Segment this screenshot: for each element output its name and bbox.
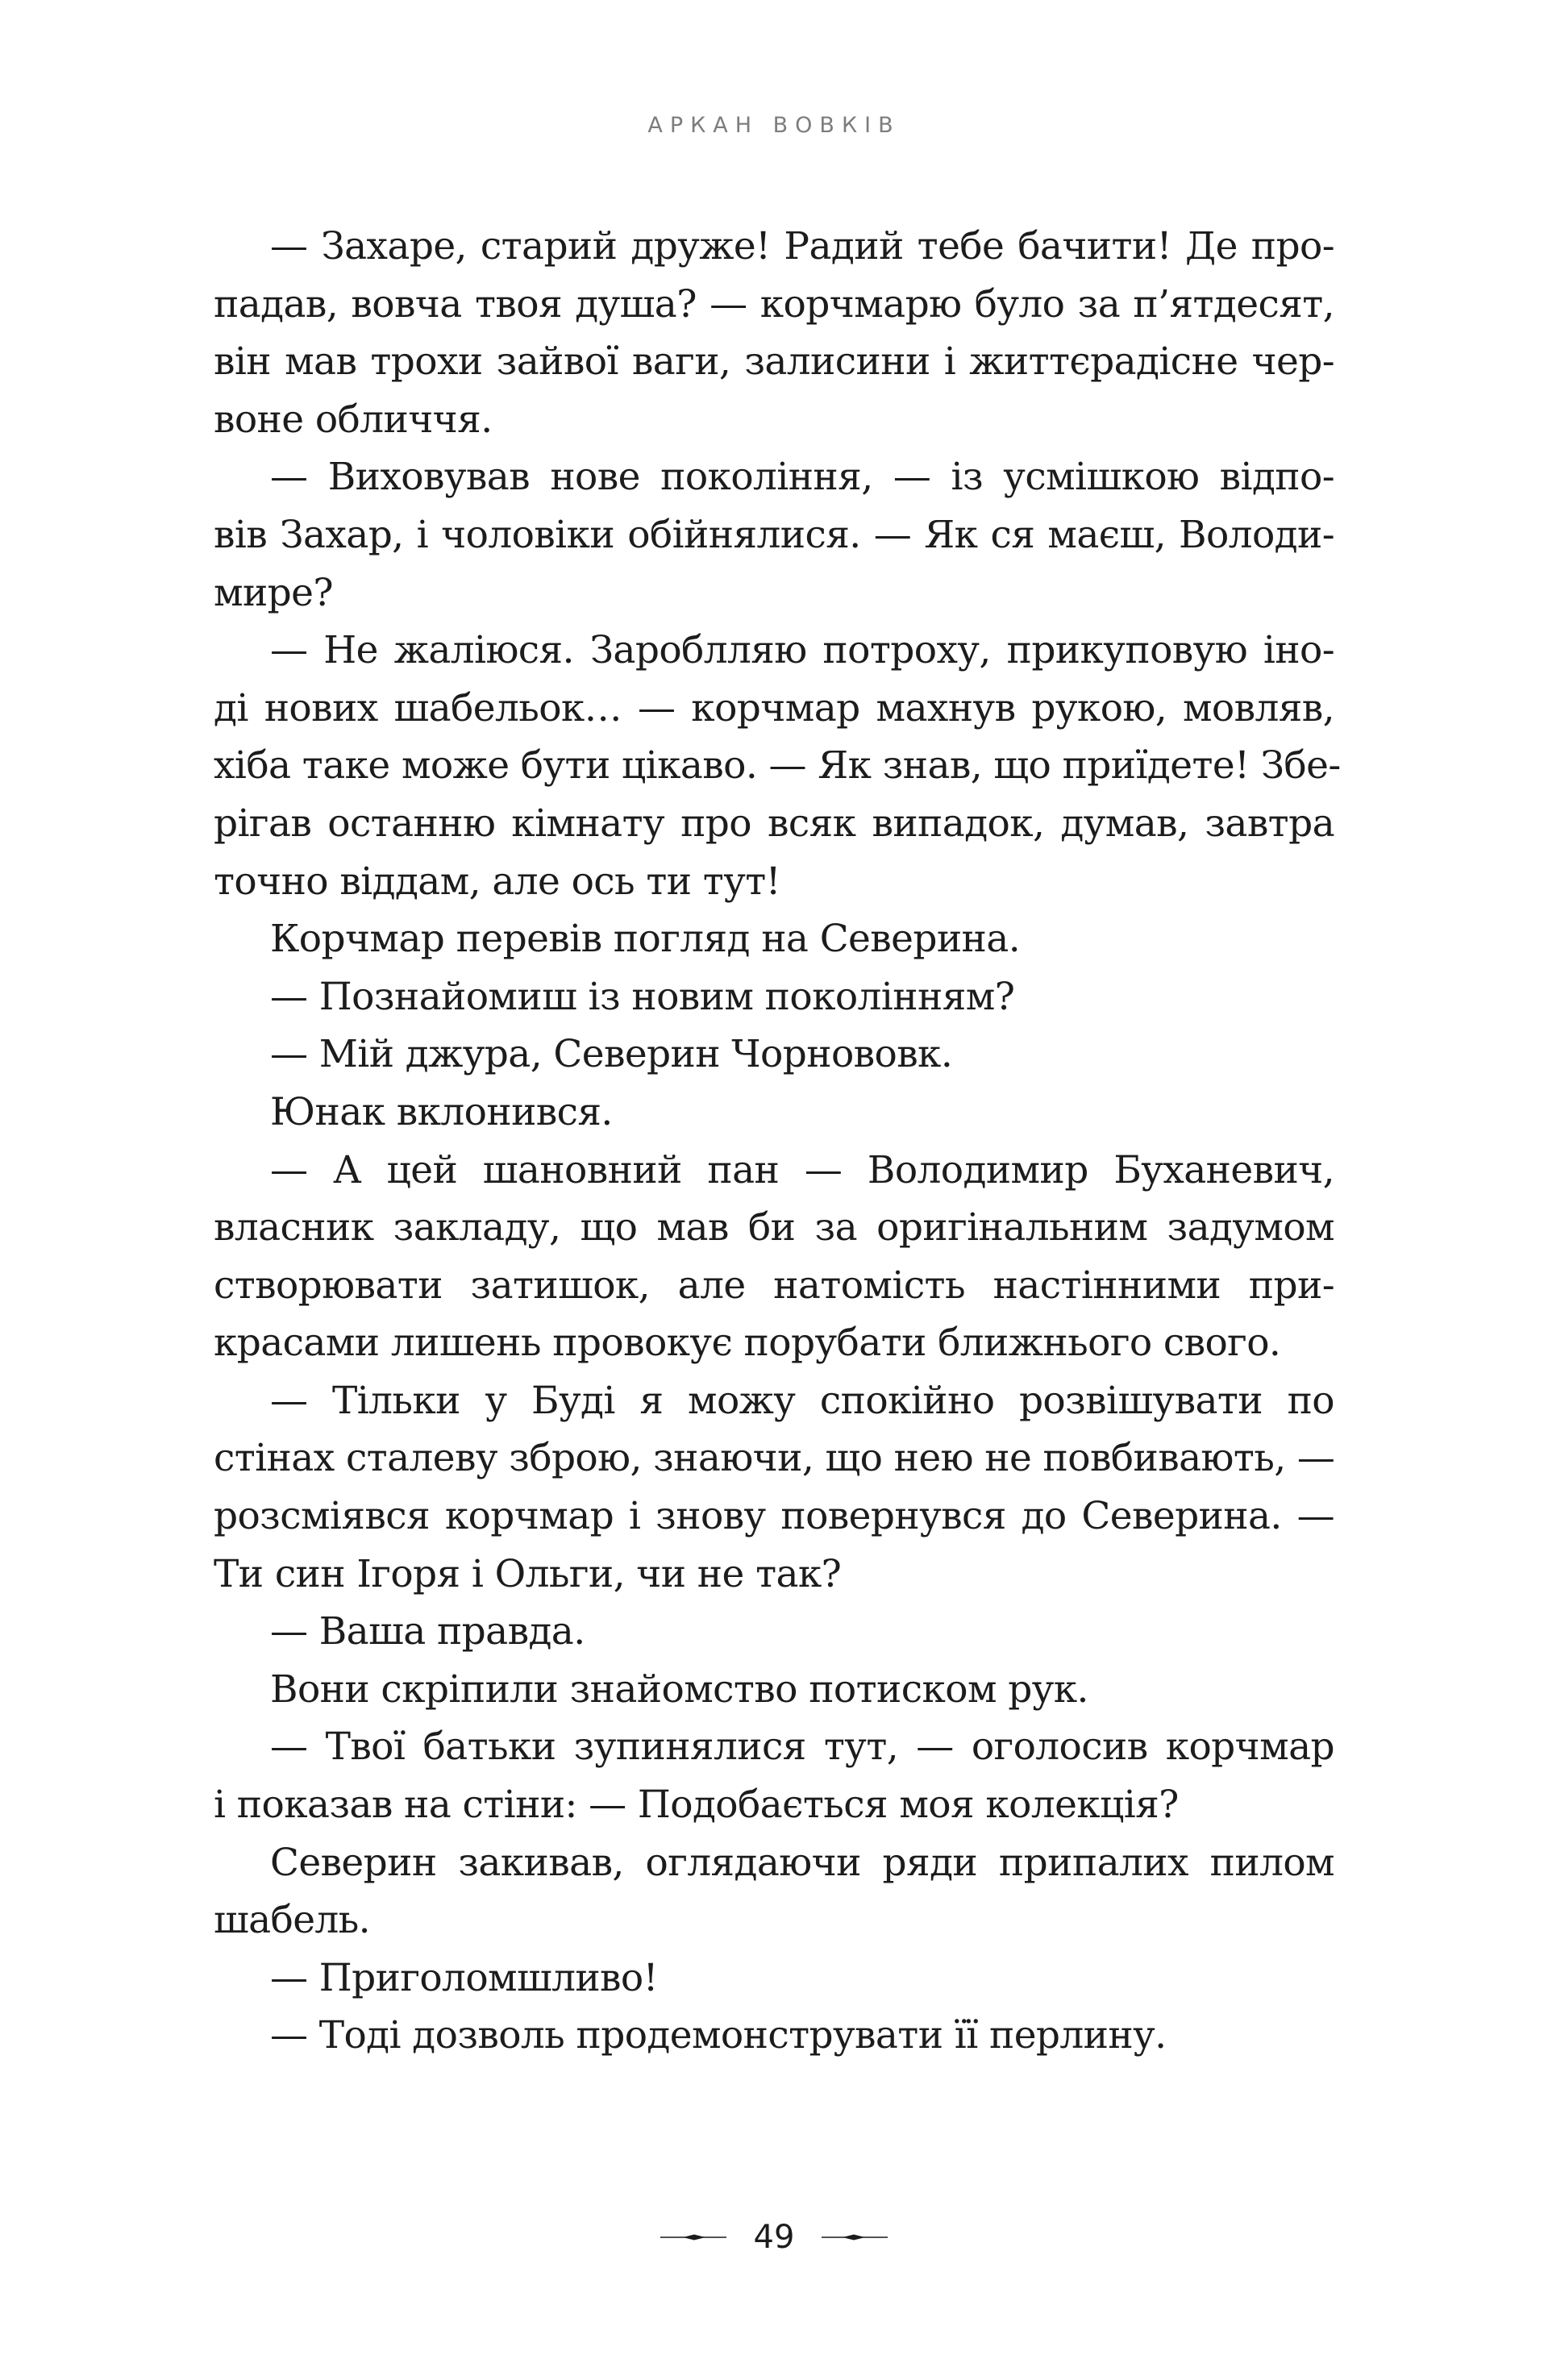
text-line: розсміявся корчмар і знову повернувся до Северина. — <box>214 1494 1334 1539</box>
text-line: шабель. <box>214 1898 371 1943</box>
text-line: — Захаре, старий друже! Радий тебе бачити! Де про- <box>270 224 1334 268</box>
page-folio <box>0 2219 1548 2256</box>
text-line: — Приголомшливо! <box>270 1955 658 2000</box>
text-line: точно віддам, але ось ти тут! <box>214 859 780 904</box>
text-line: — Познайомиш із новим поколінням? <box>270 974 1015 1019</box>
text-line: — Тільки у Буді я можу спокійно розвішувати по <box>270 1378 1334 1423</box>
ornament-left-icon <box>660 2232 726 2243</box>
text-line: — Тоді дозволь продемонструвати її перлину. <box>270 2013 1167 2058</box>
text-line: — А цей шановний пан — Володимир Буханевич, <box>270 1147 1334 1192</box>
text-line: ді нових шабельок… — корчмар махнув рукою, мовляв, <box>214 685 1334 730</box>
text-line: рігав останню кімнату про всяк випадок, думав, завтра <box>214 801 1334 846</box>
text-line: Ти син Ігоря і Ольги, чи не так? <box>214 1551 842 1596</box>
text-line: Корчмар перевів погляд на Северина. <box>270 917 1021 962</box>
text-line: воне обличчя. <box>214 397 493 442</box>
text-line: мире? <box>214 570 333 615</box>
text-line: стінах сталеву зброю, знаючи, що нею не повбивають, — <box>214 1436 1335 1481</box>
text-line: і показав на стіни: — Подобається моя колекція? <box>214 1783 1179 1828</box>
text-line: — Виховував нове покоління, — із усмішкою відпо- <box>270 455 1334 500</box>
text-line: — Мій джура, Северин Чорнововк. <box>270 1032 953 1077</box>
text-line: — Ваша правда. <box>270 1609 585 1654</box>
text-line: Северин закивав, оглядаючи ряди припалих пилом <box>270 1840 1334 1885</box>
page-number: 49 <box>753 2219 795 2256</box>
text-line: хіба таке може бути цікаво. — Як знав, що приїдете! Збе- <box>214 743 1341 788</box>
text-line: — Не жаліюся. Зароблляю потроху, прикуповую іно- <box>270 628 1334 673</box>
text-line: вів Захар, і чоловіки обійнялися. — Як ся маєш, Володи- <box>214 512 1334 557</box>
text-line: створювати затишок, але натомість настінними при- <box>214 1263 1334 1308</box>
text-line: падав, вовча твоя душа? — корчмарю було за п’ятдесят, <box>214 281 1334 327</box>
text-line: — Твої батьки зупинялися тут, — оголосив корчмар <box>270 1725 1334 1770</box>
text-line: Юнак вклонився. <box>270 1089 613 1134</box>
ornament-right-icon <box>822 2232 888 2243</box>
text-line: власник закладу, що мав би за оригінальним задумом <box>214 1205 1334 1250</box>
text-line: Вони скріпили знайомство потиском рук. <box>270 1666 1088 1712</box>
body-text <box>214 218 1341 2065</box>
text-line: він мав трохи зайвої ваги, залисини і життєрадісне чер- <box>214 339 1334 385</box>
running-head-title: АРКАН ВОВКІВ <box>647 113 901 138</box>
text-line: красами лишень провокує порубати ближнього свого. <box>214 1321 1281 1366</box>
